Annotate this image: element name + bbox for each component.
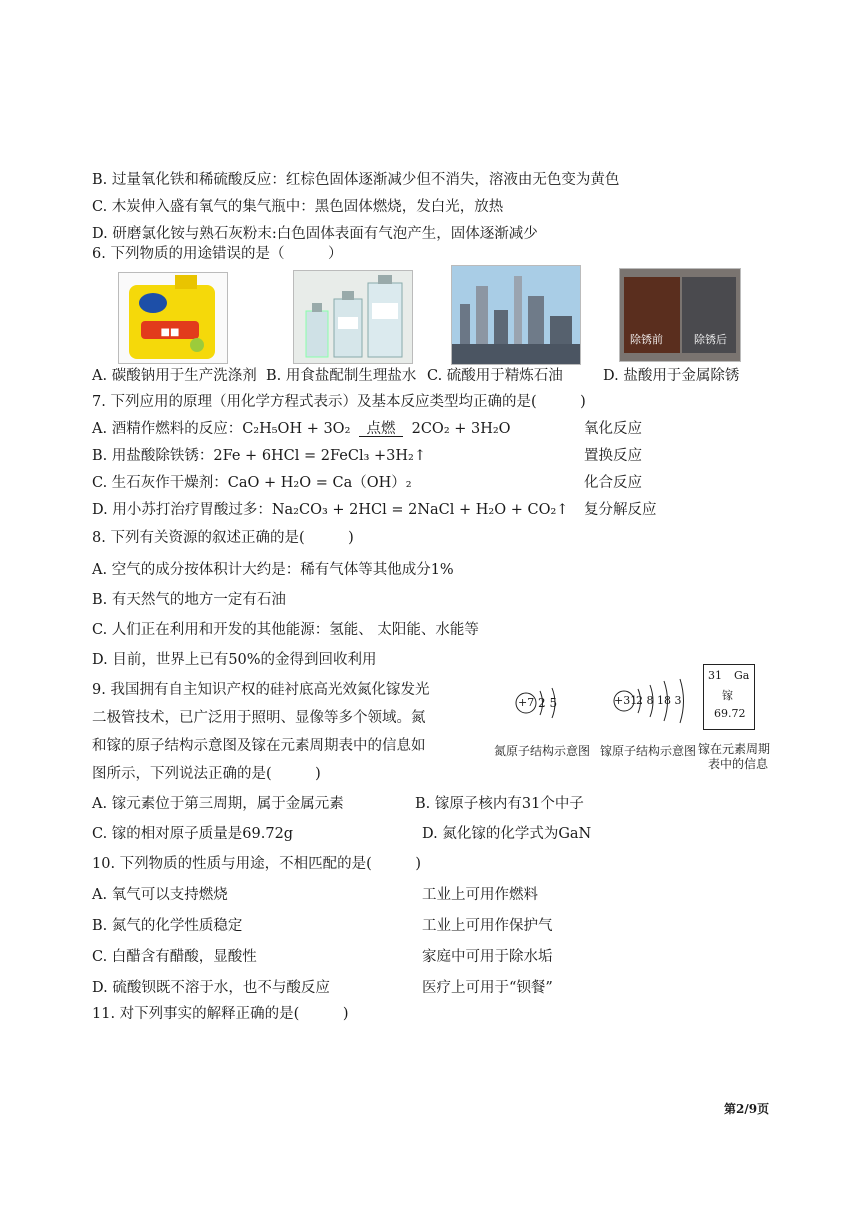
page-number: 第2/9页 <box>724 1102 770 1116</box>
q7-b-type: 置换反应 <box>584 448 642 464</box>
q9-option-b: B. 镓原子核内有31个中子 <box>415 796 584 812</box>
q7-option-a <box>92 419 511 439</box>
q9-option-d: D. 氮化镓的化学式为GaN <box>422 826 592 842</box>
gallium-periodic-cell <box>703 664 755 730</box>
ga-shells: 2 8 18 3 <box>636 694 682 707</box>
q10-a-use: 工业上可用作燃料 <box>422 887 538 903</box>
q10-d-use: 医疗上可用于“钡餐” <box>422 980 553 996</box>
nitrogen-atom-diagram <box>512 682 592 724</box>
q6-option-a: A. 碳酸钠用于生产洗涤剂 <box>92 368 257 384</box>
q6-option-d: D. 盐酸用于金属除锈 <box>603 368 740 384</box>
cell-name: 镓 <box>722 689 733 702</box>
q11-stem: 11. 对下列事实的解释正确的是( ) <box>92 1006 349 1022</box>
caption-cell-line2: 表中的信息 <box>708 757 769 771</box>
saline-bottles-image <box>293 270 413 364</box>
caption-cell-line1: 镓在元素周期 <box>698 742 771 756</box>
n-nucleus: +7 <box>518 696 535 709</box>
q7-d-type: 复分解反应 <box>584 502 657 518</box>
q10-a-property: A. 氧气可以支持燃烧 <box>92 887 228 903</box>
q8-option-d: D. 目前，世界上已有50%的金得到回收利用 <box>92 652 377 668</box>
refinery-image <box>451 265 581 365</box>
q6-option-b: B. 用食盐配制生理盐水 <box>266 368 417 384</box>
q9-option-c: C. 镓的相对原子质量是69.72g <box>92 826 294 842</box>
q10-c-property: C. 白醋含有醋酸，显酸性 <box>92 949 257 965</box>
svg-text:■■: ■■ <box>160 327 180 338</box>
q10-b-property: B. 氮气的化学性质稳定 <box>92 918 243 934</box>
q9-stem-line2: 二极管技术，已广泛用于照明、显像等多个领域。氮 <box>92 710 426 726</box>
q7-option-c: C. 生石灰作干燥剂：CaO + H₂O = Ca（OH）₂ <box>92 475 412 491</box>
detergent-bottle-image <box>118 272 228 364</box>
before-rust-label: 除锈前 <box>630 333 663 346</box>
q5-option-d: D. 研磨氯化铵与熟石灰粉末:白色固体表面有气泡产生，固体逐渐减少 <box>92 226 538 242</box>
cell-atomic-mass: 69.72 <box>714 707 746 720</box>
q10-d-property: D. 硫酸钡既不溶于水，也不与酸反应 <box>92 980 330 996</box>
n-shells: 2 5 <box>538 696 558 710</box>
q9-stem-line4: 图所示，下列说法正确的是( ) <box>92 766 321 782</box>
q7-c-type: 化合反应 <box>584 475 642 491</box>
q6-stem: 6. 下列物质的用途错误的是（ ） <box>92 246 343 262</box>
q7-a-products: 2CO₂ + 3H₂O <box>411 421 511 437</box>
caption-gallium-diagram: 镓原子结构示意图 <box>600 744 697 758</box>
q7-a-condition: 点燃 <box>359 422 403 437</box>
q7-stem: 7. 下列应用的原理（用化学方程式表示）及基本反应类型均正确的是( ) <box>92 394 586 410</box>
q8-stem: 8. 下列有关资源的叙述正确的是( ) <box>92 530 354 546</box>
q7-option-d: D. 用小苏打治疗胃酸过多：Na₂CO₃ + 2HCl = 2NaCl + H₂O + CO₂↑ <box>92 502 569 518</box>
after-rust-label: 除锈后 <box>694 333 727 346</box>
cell-atomic-number: 31 <box>708 669 722 682</box>
q8-option-c: C. 人们正在利用和开发的其他能源：氢能、 太阳能、水能等 <box>92 622 479 638</box>
q9-option-a: A. 镓元素位于第三周期，属于金属元素 <box>92 796 344 812</box>
caption-nitrogen-diagram: 氮原子结构示意图 <box>494 744 591 758</box>
q5-option-c: C. 木炭伸入盛有氧气的集气瓶中：黑色固体燃烧，发白光，放热 <box>92 199 504 215</box>
gallium-atom-diagram <box>612 675 712 725</box>
q10-c-use: 家庭中可用于除水垢 <box>422 949 553 965</box>
ga-nucleus: +31 <box>614 694 638 707</box>
rust-removal-image <box>619 268 741 362</box>
cell-symbol: Ga <box>734 669 750 682</box>
q6-option-c: C. 硫酸用于精炼石油 <box>427 368 563 384</box>
q8-option-a: A. 空气的成分按体积计大约是：稀有气体等其他成分1% <box>92 562 454 578</box>
q9-stem-line3: 和镓的原子结构示意图及镓在元素周期表中的信息如 <box>92 738 426 754</box>
q5-option-b: B. 过量氧化铁和稀硫酸反应：红棕色固体逐渐减少但不消失，溶液由无色变为黄色 <box>92 172 620 188</box>
q7-option-b: B. 用盐酸除铁锈：2Fe + 6HCl = 2FeCl₃ +3H₂↑ <box>92 448 426 464</box>
q10-stem: 10. 下列物质的性质与用途，不相匹配的是( ) <box>92 856 421 872</box>
q7-a-type: 氧化反应 <box>584 421 642 437</box>
q9-stem-line1: 9. 我国拥有自主知识产权的硅衬底高光效氮化镓发光 <box>92 682 430 698</box>
q7-a-reactants: A. 酒精作燃料的反应：C₂H₅OH + 3O₂ <box>92 421 351 437</box>
q10-b-use: 工业上可用作保护气 <box>422 918 553 934</box>
q8-option-b: B. 有天然气的地方一定有石油 <box>92 592 286 608</box>
